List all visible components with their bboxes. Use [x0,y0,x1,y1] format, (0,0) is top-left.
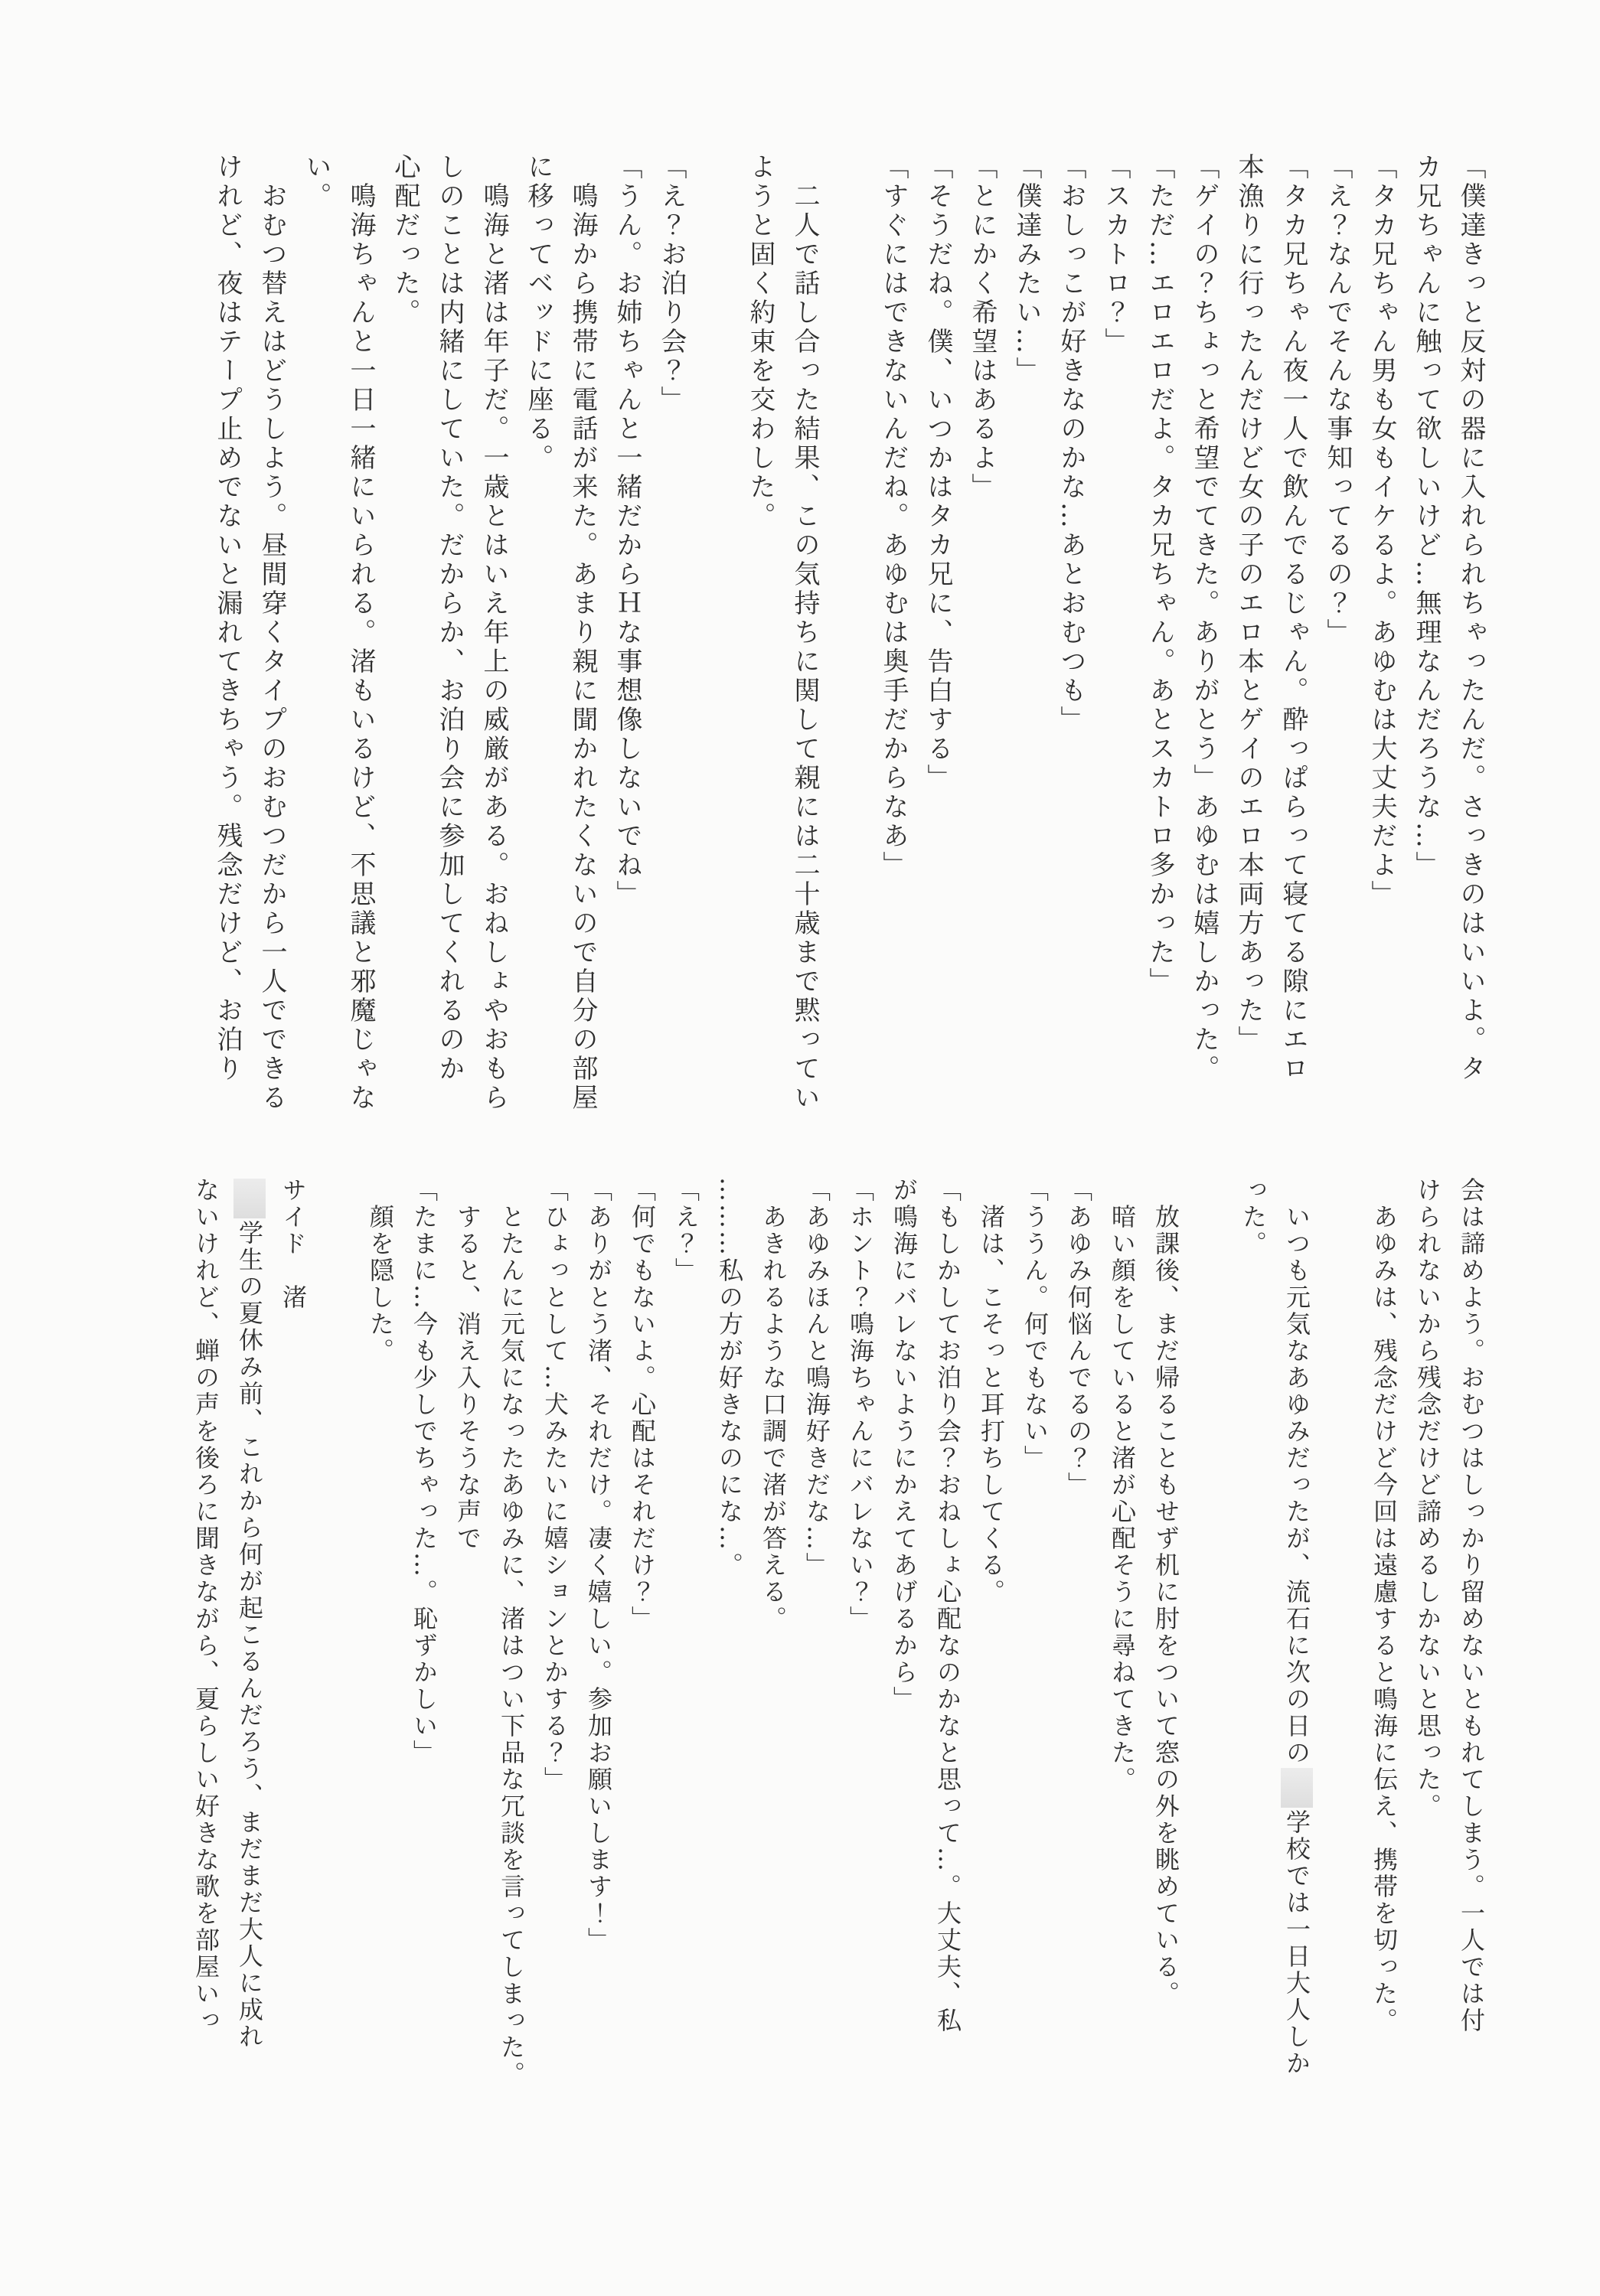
text-line: 本漁りに行ったんだけど女の子のエロ本とゲイのエロ本両方あった」 [1233,153,1264,1055]
text-line: ようと固く約束を交わした。 [745,153,776,531]
column-gap [694,153,738,1117]
text-line: 「タカ兄ちゃん男も女もイケるよ。あゆむは大丈夫だよ」 [1367,153,1397,909]
text-line: けられないから残念だけど諦めるしかないと思った。 [1413,1177,1442,1820]
column-gap [1318,1177,1362,2095]
text-line: 「タカ兄ちゃん夜一人で飲んでるじゃん。酔っぱらって寝てる隙にエロ [1278,153,1308,1084]
text-line: 暗い顔をしていると渚が心配そうに尋ねてきた。 [1108,1177,1137,1793]
story-text-bottom [184,1177,1493,2095]
text-line [227,1177,271,2095]
text-line: 「うん。お姉ちゃんと一緒だからＨな事想像しないでね」 [612,153,642,909]
text-line: 「スカトロ？」 [1100,153,1131,357]
text-line: 「え？」 [671,1177,700,1284]
text-line: 「おしっこが好きなのかな…あとおむつも」 [1056,153,1086,735]
text-line: 「ゲイの？ちょっと希望でてきた。ありがとう」あゆむは嬉しかった。 [1189,153,1220,1084]
text-line: あゆみは、残念だけど今回は遠慮すると鳴海に伝え、携帯を切った。 [1370,1177,1399,2034]
text-line: に移ってベッドに座る。 [523,153,553,473]
text-line: い。 [301,153,331,211]
text-line: 渚は、こそっと耳打ちしてくる。 [977,1177,1006,1606]
text-line: が鳴海にバレないようにかえてあげるから」 [890,1177,919,1713]
text-line: とたんに元気になったあゆみに、渚はつい下品な冗談を言ってしまった。 [497,1177,526,2088]
text-segment: いつも元気なあゆみだったが、流石に次の日の [1282,1177,1311,1766]
text-line: しのことは内緒にしていた。だからか、お泊り会に参加してくれるのか [434,153,465,1084]
text-line: 二人で話し合った結果、この気持ちに関して親には二十歳まで黙ってい [789,153,820,1113]
text-line: 会は諦めよう。おむつはしっかり留めないともれてしまう。一人では付 [1457,1177,1486,2034]
text-line: 「すぐにはできないんだね。あゆむは奥手だからなあ」 [878,153,909,880]
text-line: 心配だった。 [390,153,420,328]
column-gap [315,1177,358,2095]
text-line: 「ありがとう渚、それだけ。凄く嬉しい。参加お願いします！」 [584,1177,613,1954]
text-line: った。 [1239,1177,1268,1257]
text-line: 顔を隠した。 [366,1177,395,1365]
text-line: 「え？なんでそんな事知ってるの？」 [1322,153,1353,647]
text-line: 鳴海から携帯に電話が来た。あまり親に聞かれたくないので自分の部屋 [567,153,598,1113]
text-line [1275,1177,1318,2095]
text-line: 鳴海ちゃんと一日一緒にいられる。渚もいるけど、不思議と邪魔じゃな [345,153,376,1113]
text-line: 放課後、まだ帰ることもせず机に肘をついて窓の外を眺めている。 [1151,1177,1180,2007]
text-line: すると、消え入りそうな声で [453,1177,482,1552]
text-line: 「あゆみほんと鳴海好きだな…」 [802,1177,831,1579]
column-gap [827,153,871,1117]
text-line: 「僕達みたい…」 [1011,153,1042,386]
text-line: 「え？お泊り会？」 [656,153,687,415]
text-line side-heading: サイド 渚 [279,1177,308,1311]
story-text-top [205,153,1493,1117]
text-line: 「たまに…今も少しでちゃった…。恥ずかしい」 [410,1177,439,1766]
text-line: カ兄ちゃんに触って欲しいけど…無理なんだろうな…」 [1411,153,1442,880]
redacted-censor-box [1281,1768,1313,1808]
text-line: けれど、夜はテープ止めでないと漏れてきちゃう。残念だけど、お泊り [212,153,243,1084]
text-line: 「ううん。何でもない」 [1020,1177,1050,1472]
text-line: ………私の方が好きなのにな…。 [715,1177,744,1579]
text-line: 「もしかしてお泊り会？おねしょ心配なのかなと思って…。大丈夫、私 [933,1177,962,2034]
redacted-censor-box [233,1179,266,1218]
text-line: あきれるような口調で渚が答える。 [759,1177,788,1632]
column-gap [1187,1177,1231,2095]
text-line: おむつ替えはどうしよう。昼間穿くタイプのおむつだから一人でできる [256,153,287,1113]
text-line: 「ひょっとして…犬みたいに嬉ションとかする？」 [540,1177,570,1793]
text-segment: 学校では一日大人しか [1282,1809,1311,2077]
text-line: 「あゆみ何悩んでるの？」 [1064,1177,1093,1499]
text-line: 「僕達きっと反対の器に入れられちゃったんだ。さっきのはいいよ。タ [1455,153,1486,1084]
text-segment: 学生の夏休み前、これから何が起こるんだろう、まだまだ大人に成れ [235,1220,264,2050]
text-line: ないけれど、蝉の声を後ろに聞きながら、夏らしい好きな歌を部屋いっ [191,1177,220,2034]
text-line: 「ただ…エロエロだよ。タカ兄ちゃん。あとスカトロ多かった」 [1144,153,1175,996]
text-line: 「とにかく希望はあるよ」 [967,153,998,502]
text-line: 「ホント？鳴海ちゃんにバレない？」 [846,1177,875,1632]
text-line: 鳴海と渚は年子だ。一歳とはいえ年上の威厳がある。おねしょやおもら [478,153,509,1113]
text-line: 「そうだね。僕、いつかはタカ兄に、告白する」 [922,153,953,793]
text-line: 「何でもないよ。心配はそれだけ？」 [628,1177,657,1632]
